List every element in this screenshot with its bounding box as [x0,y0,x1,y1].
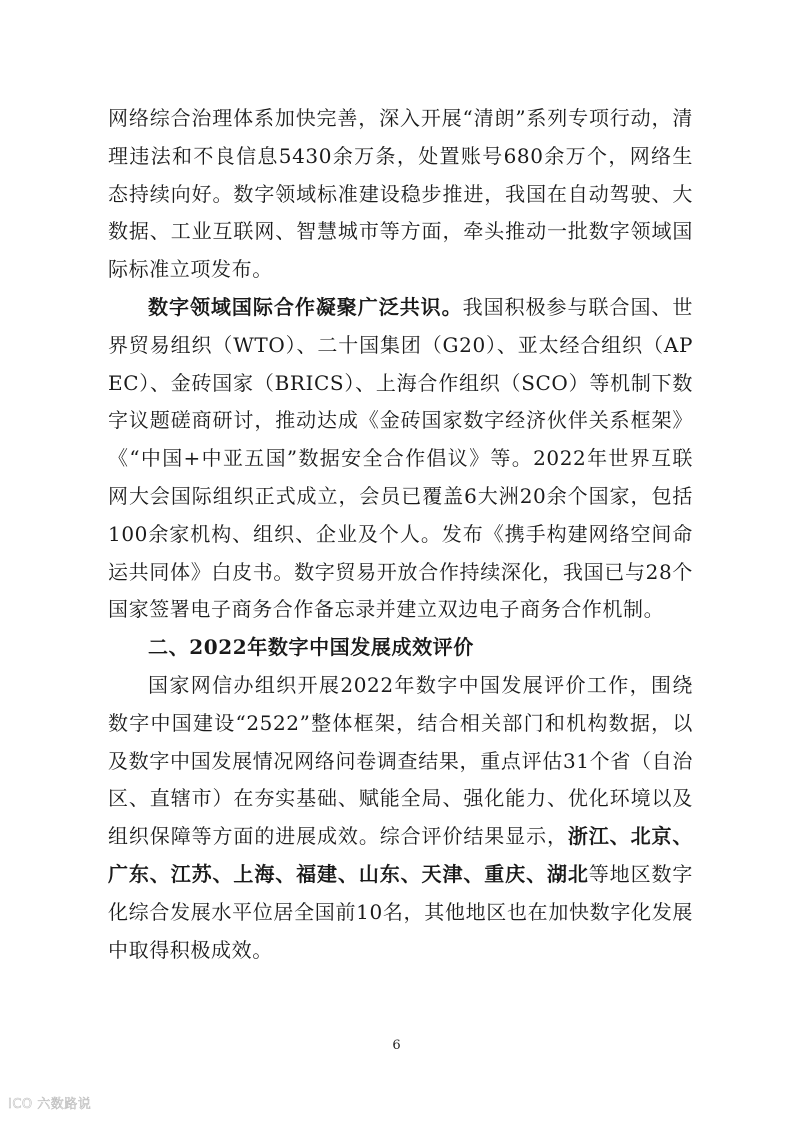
document-body [108,100,693,969]
paragraph-lead-bold: 数字领域国际合作凝聚广泛共识。 [148,294,463,319]
paragraph-evaluation [108,667,693,969]
paragraph-governance-standards: 网络综合治理体系加快完善，深入开展“清朗”系列专项行动，清理违法和不良信息5430余万条，处置账号680余万个，网络生态持续向好。数字领域标准建设稳步推进，我国在自动驾驶、大数据、工业互联网、智慧城市等方面，牵头推动一批数字领域国际标准立项发布。 [108,106,693,282]
paragraph-international-cooperation [108,289,693,629]
watermark-logo: ICO 六数路说 [8,1097,92,1112]
section-heading: 二、2022年数字中国发展成效评价 [148,635,474,660]
paragraph-body-text: 国家网信办组织开展2022年数字中国发展评价工作，围绕数字中国建设“2522”整体框架，结合相关部门和机构数据，以及数字中国发展情况网络问卷调查结果，重点评估31个省（自治区、直辖市）在夯实基础、赋能全局、强化能力、优化环境以及组织保障等方面的进展成效。综合评价结果显示， [108,672,693,849]
page-number: 6 [392,1038,401,1053]
top-regions-bold: 浙江、北京、广东、江苏、上海、福建、山东、天津、重庆、湖北 [108,824,693,886]
paragraph-body-text: 我国积极参与联合国、世界贸易组织（WTO）、二十国集团（G20）、亚太经合组织（APEC）、金砖国家（BRICS）、上海合作组织（SCO）等机制下数字议题磋商研讨，推动达成《金砖国家数字经济伙伴关系框架》《“中国+中亚五国”数据安全合作倡议》等。2022年世界互联网大会国际组织正式成立，会员已覆盖6大洲20余个国家，包括100余家机构、组织、企业及个人。发布《携手构建网络空间命运共同体》白皮书。数字贸易开放合作持续深化，我国已与28个国家签署电子商务合作备忘录并建立双边电子商务合作机制。 [108,294,693,622]
paragraph-tail-text: 等地区数字化综合发展水平位居全国前10名，其他地区也在加快数字化发展中取得积极成效。 [108,861,693,962]
